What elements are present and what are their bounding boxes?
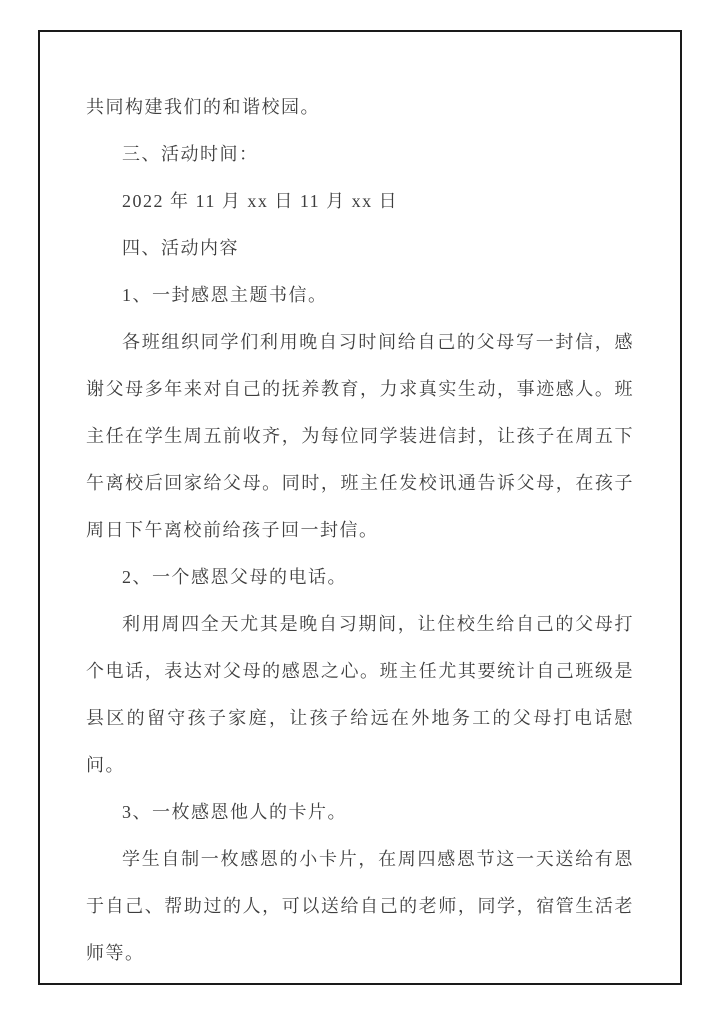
- list-item-2-body: 利用周四全天尤其是晚自习期间，让住校生给自己的父母打个电话，表达对父母的感恩之心。班主任尤其要统计自己班级是县区的留守孩子家庭，让孩子给远在外地务工的父母打电话慰问。: [86, 614, 634, 775]
- list-item-3-title: 3、一枚感恩他人的卡片。: [122, 802, 347, 822]
- list-item-3-body: 学生自制一枚感恩的小卡片，在周四感恩节这一天送给有恩于自己、帮助过的人，可以送给自己的老师，同学，宿管生活老师等。: [86, 849, 634, 963]
- list-item-1-title: 1、一封感恩主题书信。: [122, 285, 328, 305]
- list-item-1-body: 各班组织同学们利用晚自习时间给自己的父母写一封信，感谢父母多年来对自己的抚养教育，力求真实生动，事迹感人。班主任在学生周五前收齐，为每位同学装进信封，让孩子在周五下午离校后回家给父母。同时，班主任发校讯通告诉父母，在孩子周日下午离校前给孩子回一封信。: [86, 332, 634, 540]
- page-border: [38, 30, 682, 985]
- heading-activity-time: 三、活动时间：: [122, 144, 259, 164]
- doc-paragraph-continuation: 共同构建我们的和谐校园。: [86, 97, 320, 117]
- heading-activity-content: 四、活动内容: [122, 238, 239, 258]
- page-content: [40, 32, 680, 983]
- doc-paragraph-date: 2022 年 11 月 xx 日 11 月 xx 日: [122, 191, 399, 211]
- list-item-2-title: 2、一个感恩父母的电话。: [122, 567, 347, 587]
